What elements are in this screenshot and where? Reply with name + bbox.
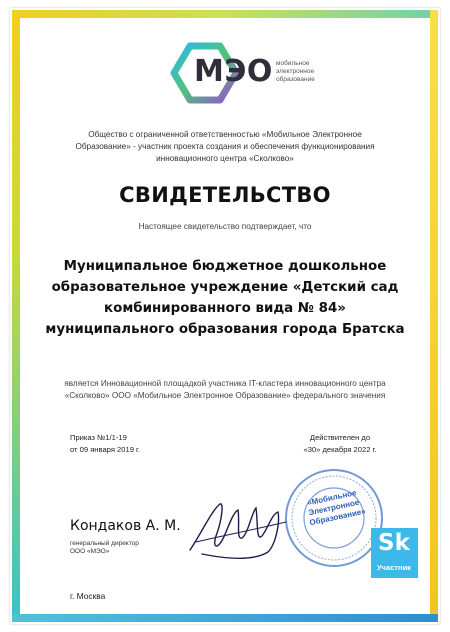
- city-label: г. Москва: [70, 591, 106, 601]
- validity-date: «30» декабря 2022 г.: [303, 445, 377, 454]
- certificate-title: СВИДЕТЕЛЬСТВО: [119, 183, 331, 207]
- validity-label: Действителен до: [309, 433, 371, 442]
- frame-right-border: [430, 10, 438, 622]
- meo-logo: [170, 40, 350, 106]
- skolkovo-badge: [371, 528, 418, 578]
- certificate-description: является Инновационной площадкой участника IT-кластера инновационного центра «Сколково» ООО «Мобильное Электронное Образование» федерального значения: [64, 379, 386, 400]
- validity-info: [290, 432, 390, 456]
- signer-name: Кондаков А. М.: [70, 518, 181, 534]
- signature-icon: [182, 492, 292, 567]
- skolkovo-badge-label: Участник: [377, 563, 411, 572]
- logo-wordmark: МЭО: [194, 54, 273, 89]
- signer-role: [70, 540, 139, 556]
- certificate-subtitle: Настоящее свидетельство подтверждает, что: [138, 222, 312, 231]
- organization-text: Общество с ограниченной ответственностью «Мобильное Электронное Образование» - участник проекта создания и обеспечения функционирования инновационного центра «Сколково»: [75, 130, 375, 163]
- order-number: Приказ №1/1-19: [70, 433, 127, 442]
- order-date: от 09 января 2019 г.: [70, 445, 140, 454]
- signer-role-company: ООО «МЭО»: [70, 548, 110, 555]
- frame-left-border: [12, 10, 20, 622]
- stamp-text: «Мобильное Электронное Образование»: [306, 488, 367, 528]
- logo-tagline: мобильное электронное образование: [276, 60, 315, 83]
- recipient-name: Муниципальное бюджетное дошкольное образовательное учреждение «Детский сад комбинированного вида № 84» муниципального образования города Братска: [45, 259, 405, 337]
- frame-top-border: [12, 10, 438, 18]
- frame-bottom-border: [12, 614, 438, 622]
- order-info: [70, 432, 140, 456]
- signer-role-title: генеральный директор: [70, 540, 139, 547]
- skolkovo-logo-icon: Sk: [378, 530, 410, 556]
